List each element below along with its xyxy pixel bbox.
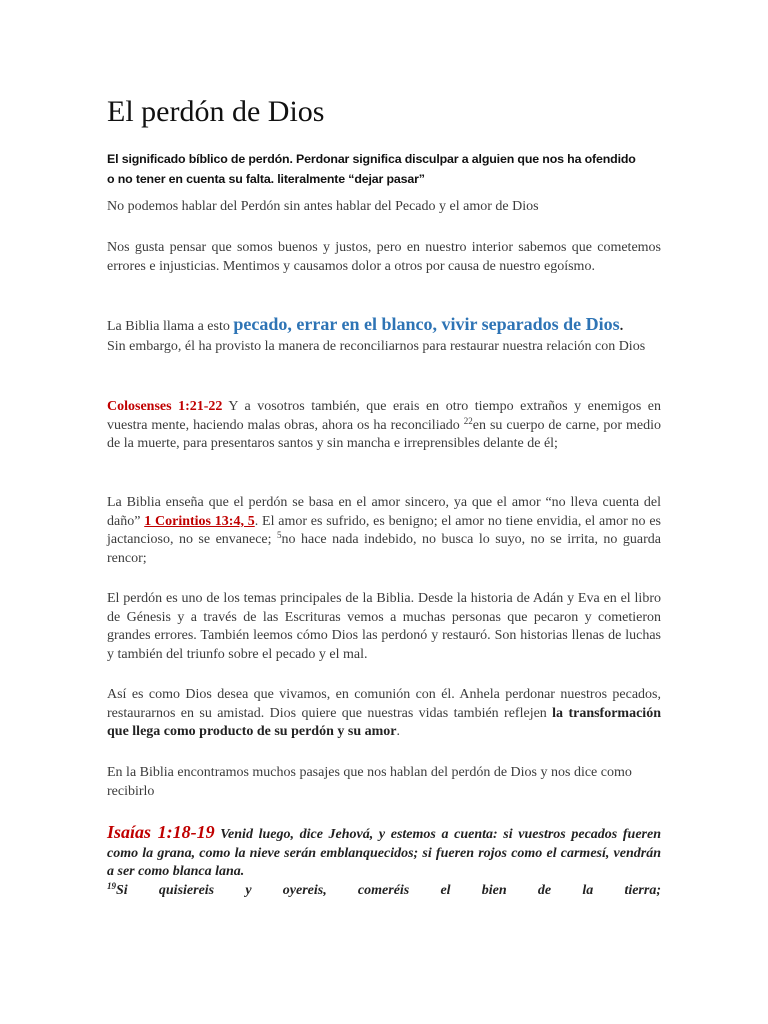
isaias-text-1: Venid luego, dice Jehová, y estemos a cuenta: si vuestros pecados fueren como la grana, como la nieve serán emblanquecidos; si fueren rojos como el carmesí, vendrán a ser como blanca lana. bbox=[107, 827, 661, 879]
colosenses-text-2: en su cuerpo de carne, por medio de la muerte, para presentaros santos y sin mancha e irreprensibles delante de él; bbox=[107, 417, 661, 451]
isaias-text-2: Si quisiereis y oyereis, comeréis el bien de la tierra; bbox=[116, 882, 661, 898]
reconcile-text: Sin embargo, él ha provisto la manera de reconciliarnos para restaurar nuestra relación con Dios bbox=[107, 339, 646, 354]
corintios-text-2: . El amor es sufrido, es benigno; el amor no tiene envidia, el amor no es jactancioso, no se envanece; bbox=[107, 513, 661, 547]
definition-line-1: El significado bíblico de perdón. Perdonar significa disculpar a alguien que nos ha ofendido bbox=[107, 152, 636, 166]
verse-number-5: 5 bbox=[277, 530, 282, 540]
colosenses-paragraph bbox=[107, 398, 661, 454]
bible-calls-text: La Biblia llama a esto bbox=[107, 319, 234, 334]
period: . bbox=[619, 319, 624, 334]
bible-calls-paragraph bbox=[107, 314, 661, 357]
isaias-last-line bbox=[107, 882, 661, 901]
sin-definition-highlight: pecado, errar en el blanco, vivir separados de Dios bbox=[233, 314, 620, 334]
definition-paragraph bbox=[107, 150, 661, 189]
communion-paragraph bbox=[107, 686, 661, 742]
communion-end: . bbox=[396, 724, 400, 739]
verse-number-22: 22 bbox=[463, 415, 473, 426]
verse-number-19: 19 bbox=[107, 880, 116, 891]
corintios-text-1: La Biblia enseña que el perdón se basa en el amor sincero, ya que el amor “no lleva cuenta del daño” bbox=[107, 495, 661, 529]
communion-text: Así es como Dios desea que vivamos, en comunión con él. Anhela perdonar nuestros pecados, restaurarnos en su amistad. Dios quiere que nuestras vidas también reflejen bbox=[107, 687, 661, 721]
page-title: El perdón de Dios bbox=[107, 95, 325, 128]
passages-paragraph: En la Biblia encontramos muchos pasajes que nos hablan del perdón de Dios y nos dice como recibirlo bbox=[107, 765, 632, 799]
corintios-text-3: no hace nada indebido, no busca lo suyo, no se irrita, no guarda rencor; bbox=[107, 532, 661, 566]
forgiveness-theme-paragraph: El perdón es uno de los temas principales de la Biblia. Desde la historia de Adán y Eva en el libro de Génesis y a través de las Escrituras vemos a muchas personas que pecaron y cometieron grandes errores. También leemos cómo Dios las perdonó y restauró. Son historias llenas de luchas y también del triunfo sobre el pecado y el mal. bbox=[107, 591, 661, 662]
corintios-paragraph bbox=[107, 494, 661, 568]
transformation-emphasis: la transformación que llega como producto de su perdón y su amor bbox=[107, 705, 661, 739]
definition-line-2: o no tener en cuenta su falta. literalmente “dejar pasar” bbox=[107, 171, 425, 186]
sin-paragraph: Nos gusta pensar que somos buenos y justos, pero en nuestro interior sabemos que cometemos errores e injusticias. Mentimos y causamos dolor a otros por causa de nuestro egoísmo. bbox=[107, 240, 661, 274]
colosenses-ref: Colosenses 1:21-22 bbox=[107, 399, 223, 414]
isaias-ref: Isaías 1:18-19 bbox=[107, 822, 215, 842]
isaias-paragraph bbox=[107, 823, 661, 900]
colosenses-text-1: Y a vosotros también, que erais en otro tiempo extraños y enemigos en vuestra mente, haciendo malas obras, ahora os ha reconciliado bbox=[107, 399, 661, 433]
corintios-ref-link[interactable]: 1 Corintios 13:4, 5 bbox=[144, 513, 255, 529]
intro-paragraph: No podemos hablar del Perdón sin antes hablar del Pecado y el amor de Dios bbox=[107, 199, 539, 214]
